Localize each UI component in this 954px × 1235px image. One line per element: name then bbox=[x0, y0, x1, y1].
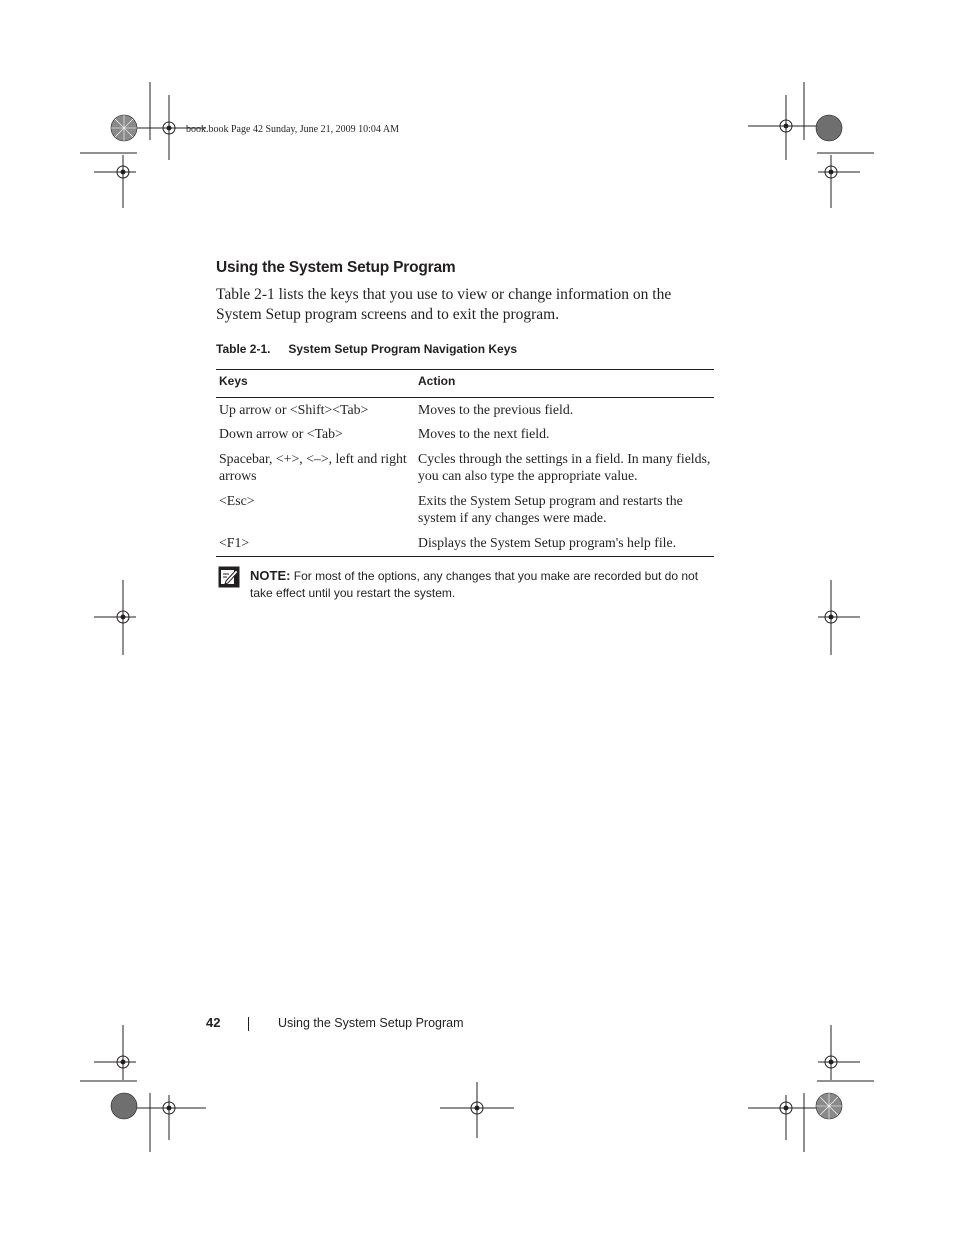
table-header-row bbox=[216, 370, 714, 398]
keys-cell: Down arrow or <Tab> bbox=[219, 426, 343, 441]
action-cell: Moves to the previous field. bbox=[418, 401, 574, 417]
keys-cell: Spacebar, <+>, <–>, left and right arrows bbox=[219, 450, 407, 483]
table-row bbox=[216, 397, 714, 422]
action-cell: Cycles through the settings in a field. In many fields, you can also type the appropriate value. bbox=[418, 450, 711, 483]
table-caption-title: System Setup Program Navigation Keys bbox=[288, 342, 518, 356]
page-number: 42 bbox=[206, 1015, 221, 1030]
footer-divider bbox=[248, 1017, 249, 1031]
print-header: book.book Page 42 Sunday, June 21, 2009 10:04 AM bbox=[186, 124, 399, 135]
pencil-note-icon bbox=[218, 566, 240, 588]
action-cell: Displays the System Setup program's help file. bbox=[415, 531, 714, 557]
table-caption-number: Table 2-1. bbox=[216, 342, 271, 356]
action-cell: Moves to the next field. bbox=[418, 426, 550, 441]
action-cell: Exits the System Setup program and restarts the system if any changes were made. bbox=[418, 492, 683, 525]
table-row bbox=[216, 422, 714, 447]
column-header-keys: Keys bbox=[216, 370, 415, 398]
note-text: For most of the options, any changes that you make are recorded but do not take effect until you restart the system. bbox=[250, 569, 699, 600]
table-caption bbox=[216, 342, 517, 356]
note-label: NOTE: bbox=[250, 568, 291, 583]
navigation-keys-table bbox=[216, 369, 714, 557]
table-row bbox=[216, 447, 714, 489]
intro-paragraph: Table 2-1 lists the keys that you use to view or change information on the System Setup program screens and to exit the program. bbox=[216, 286, 672, 323]
footer-section-title: Using the System Setup Program bbox=[278, 1016, 464, 1030]
keys-cell: <Esc> bbox=[219, 492, 255, 508]
table-row bbox=[216, 531, 714, 557]
table-row bbox=[216, 489, 714, 531]
column-header-action: Action bbox=[415, 370, 714, 398]
section-heading: Using the System Setup Program bbox=[216, 259, 456, 276]
keys-cell: Up arrow or <Shift><Tab> bbox=[219, 401, 369, 417]
keys-cell: <F1> bbox=[216, 531, 415, 557]
note-block bbox=[250, 567, 720, 602]
